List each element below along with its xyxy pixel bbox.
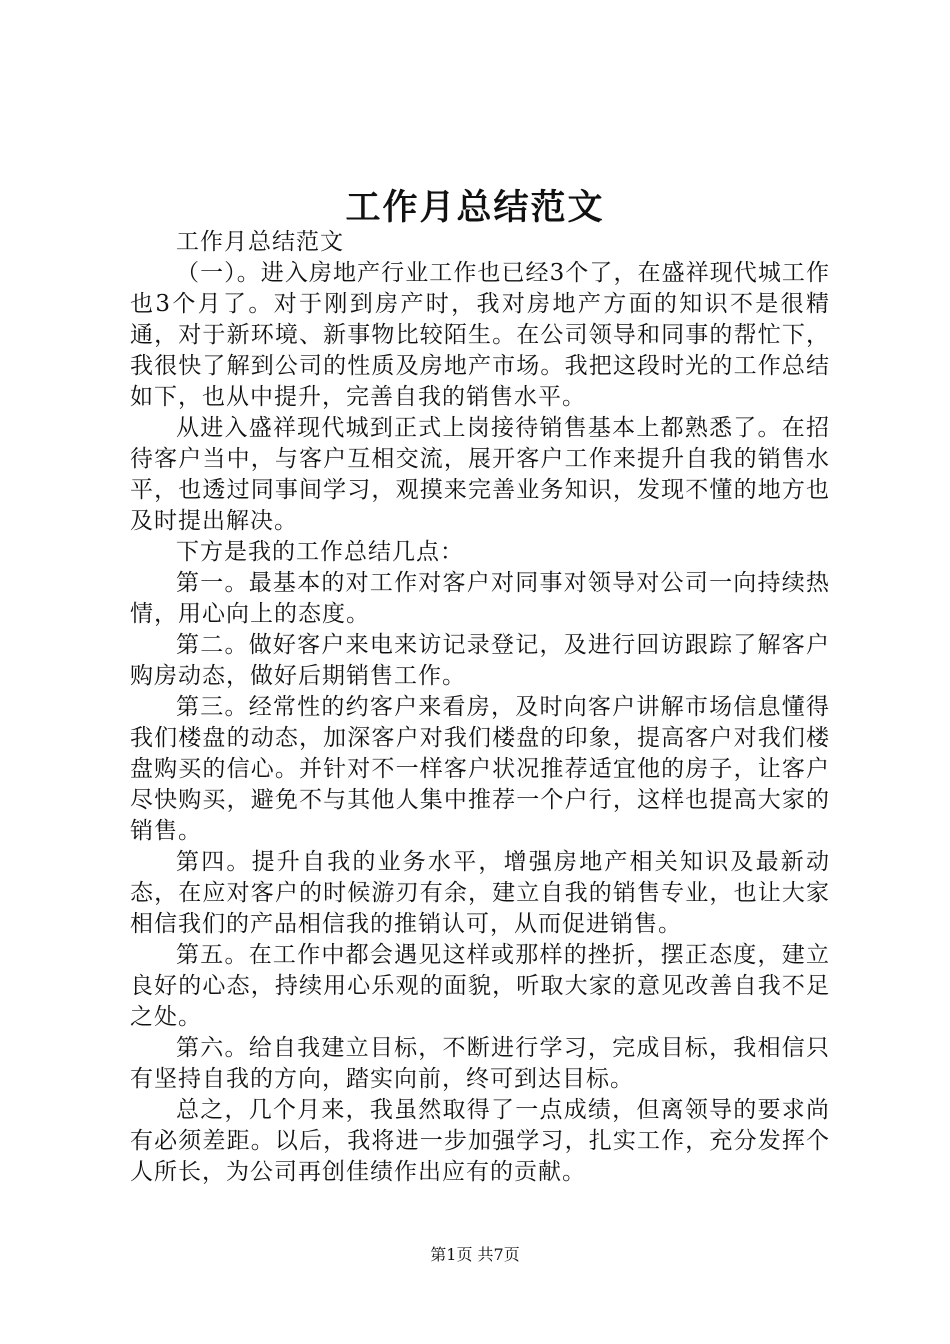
paragraph-point-1: 第一。最基本的对工作对客户对同事对领导对公司一向持续热情，用心向上的态度。 (130, 570, 830, 627)
paragraph-point-2: 第二。做好客户来电来访记录登记，及进行回访跟踪了解客户购房动态，做好后期销售工作。 (130, 632, 830, 689)
page-number-footer: 第1页 共7页 (430, 1245, 520, 1264)
paragraph-conclusion: 总之，几个月来，我虽然取得了一点成绩，但离领导的要求尚有必须差距。以后，我将进一步加强学习，扎实工作，充分发挥个人所长，为公司再创佳绩作出应有的贡献。 (130, 1097, 830, 1185)
paragraph-point-3: 第三。经常性的约客户来看房，及时向客户讲解市场信息懂得我们楼盘的动态，加深客户对我们楼盘的印象，提高客户对我们楼盘购买的信心。并针对不一样客户状况推荐适宜他的房子，让客户尽快购买，避免不与其他人集中推荐一个户行，这样也提高大家的销售。 (130, 694, 830, 844)
paragraph-intro: （一）。进入房地产行业工作也已经3个了，在盛祥现代城工作也3个月了。对于刚到房产时，我对房地产方面的知识不是很精通，对于新环境、新事物比较陌生。在公司领导和同事的帮忙下，我很快了解到公司的性质及房地产市场。我把这段时光的工作总结如下，也从中提升，完善自我的销售水平。 (130, 260, 830, 410)
paragraph-summary-lead: 下方是我的工作总结几点： (176, 539, 464, 565)
paragraph-point-5: 第五。在工作中都会遇见这样或那样的挫折，摆正态度，建立良好的心态，持续用心乐观的面貌，听取大家的意见改善自我不足之处。 (130, 942, 830, 1030)
paragraph-onboarding: 从进入盛祥现代城到正式上岗接待销售基本上都熟悉了。在招待客户当中，与客户互相交流，展开客户工作来提升自我的销售水平，也透过同事间学习，观摸来完善业务知识，发现不懂的地方也及时提出解决。 (130, 415, 830, 534)
paragraph-point-4: 第四。提升自我的业务水平，增强房地产相关知识及最新动态，在应对客户的时候游刃有余，建立自我的销售专业，也让大家相信我们的产品相信我的推销认可，从而促进销售。 (130, 849, 830, 937)
paragraph-point-6: 第六。给自我建立目标，不断进行学习，完成目标，我相信只有坚持自我的方向，踏实向前，终可到达目标。 (130, 1035, 830, 1092)
document-body (130, 227, 830, 1188)
document-title: 工作月总结范文 (345, 187, 605, 228)
paragraph-subtitle: 工作月总结范文 (176, 229, 344, 255)
